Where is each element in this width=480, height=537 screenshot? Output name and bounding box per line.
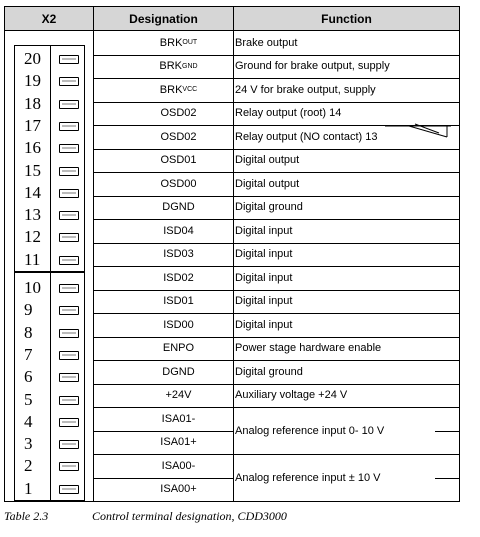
designation-cell bbox=[124, 360, 233, 384]
pin-socket bbox=[59, 211, 79, 220]
header-x2: X2 bbox=[5, 7, 93, 30]
designation-cell bbox=[124, 384, 233, 408]
function-cell: Brake output bbox=[235, 36, 298, 49]
designation-cell bbox=[124, 31, 233, 55]
designation-cell bbox=[124, 125, 233, 149]
designation-subscript: VCC bbox=[182, 86, 198, 94]
pin-socket bbox=[59, 418, 79, 427]
designation-text: ISD00 bbox=[163, 318, 194, 331]
pin-socket bbox=[59, 462, 79, 471]
designation-text: BRK bbox=[159, 36, 183, 49]
designation-text: OSD01 bbox=[160, 154, 197, 167]
pin-number: 6 bbox=[24, 367, 33, 387]
function-cell: Digital ground bbox=[235, 365, 303, 378]
pin-number: 16 bbox=[24, 138, 41, 158]
function-cell: Digital input bbox=[235, 318, 293, 331]
pin-number: 1 bbox=[24, 478, 33, 498]
designation-text: BRK bbox=[159, 60, 183, 73]
pin-number: 3 bbox=[24, 434, 33, 454]
designation-text: ISA00+ bbox=[160, 483, 197, 496]
leader-line bbox=[435, 478, 459, 479]
pin-socket bbox=[59, 306, 79, 315]
designation-text: ISD04 bbox=[163, 224, 194, 237]
designation-subscript: GND bbox=[182, 62, 198, 70]
column-divider-2 bbox=[233, 7, 234, 501]
table-caption-title: Control terminal designation, CDD3000 bbox=[92, 509, 287, 523]
pin-socket bbox=[59, 351, 79, 360]
function-cell: 24 V for brake output, supply bbox=[235, 83, 376, 96]
pin-number: 17 bbox=[24, 115, 41, 135]
designation-cell bbox=[124, 478, 233, 502]
pin-socket bbox=[59, 485, 79, 494]
designation-text: DGND bbox=[162, 201, 195, 214]
designation-cell bbox=[124, 313, 233, 337]
pin-number: 11 bbox=[24, 249, 41, 269]
function-cell: Digital input bbox=[235, 224, 293, 237]
pin-socket bbox=[59, 77, 79, 86]
designation-text: ISA01+ bbox=[160, 436, 197, 449]
pin-number: 4 bbox=[24, 411, 33, 431]
designation-cell bbox=[124, 454, 233, 478]
x2-connector-diagram bbox=[14, 45, 85, 501]
pin-socket bbox=[59, 329, 79, 338]
designation-text: ISD03 bbox=[163, 248, 194, 261]
leader-line bbox=[435, 431, 459, 432]
pin-socket bbox=[59, 100, 79, 109]
pin-number: 19 bbox=[24, 71, 41, 91]
pin-socket bbox=[59, 373, 79, 382]
designation-cell bbox=[124, 337, 233, 361]
designation-subscript: OUT bbox=[182, 39, 198, 47]
pin-number: 9 bbox=[24, 300, 33, 320]
pin-number: 12 bbox=[24, 227, 41, 247]
function-cell: Digital input bbox=[235, 248, 293, 261]
pin-socket bbox=[59, 256, 79, 265]
designation-cell bbox=[124, 407, 233, 431]
pin-number: 5 bbox=[24, 389, 33, 409]
designation-text: ISA01- bbox=[161, 412, 196, 425]
connector-divider bbox=[50, 46, 51, 500]
function-cell: Digital output bbox=[235, 154, 300, 167]
pin-socket bbox=[59, 55, 79, 64]
function-cell: Digital ground bbox=[235, 201, 303, 214]
designation-cell bbox=[124, 55, 233, 79]
header-function: Function bbox=[234, 7, 459, 30]
designation-cell bbox=[124, 102, 233, 126]
designation-cell bbox=[124, 196, 233, 220]
terminal-table bbox=[4, 6, 460, 502]
designation-cell bbox=[124, 149, 233, 173]
relay-contact-symbol bbox=[385, 115, 457, 143]
pin-number: 10 bbox=[24, 278, 41, 297]
designation-text: ISD01 bbox=[163, 295, 194, 308]
pin-number: 7 bbox=[24, 344, 33, 364]
designation-cell bbox=[124, 266, 233, 290]
function-cell: Digital output bbox=[235, 177, 300, 190]
pin-number: 20 bbox=[24, 49, 41, 68]
designation-text: OSD00 bbox=[160, 177, 197, 190]
designation-text: OSD02 bbox=[160, 107, 197, 120]
designation-text: ISA00- bbox=[161, 459, 196, 472]
header-designation: Designation bbox=[94, 7, 233, 30]
designation-cell bbox=[124, 431, 233, 455]
pin-socket bbox=[59, 144, 79, 153]
function-cell-merged: Analog reference input ± 10 V bbox=[235, 471, 381, 484]
designation-cell bbox=[124, 290, 233, 314]
function-cell: Digital input bbox=[235, 271, 293, 284]
function-cell: Power stage hardware enable bbox=[235, 342, 382, 355]
pin-number: 14 bbox=[24, 182, 41, 202]
pin-number: 13 bbox=[24, 205, 41, 225]
designation-cell bbox=[124, 243, 233, 267]
connector-split bbox=[15, 271, 84, 273]
table-caption-label: Table 2.3 bbox=[4, 509, 49, 523]
designation-cell bbox=[124, 172, 233, 196]
pin-socket bbox=[59, 396, 79, 405]
designation-cell bbox=[124, 78, 233, 102]
pin-socket bbox=[59, 440, 79, 449]
designation-text: ISD02 bbox=[163, 271, 194, 284]
function-cell: Auxiliary voltage +24 V bbox=[235, 389, 348, 402]
function-cell: Relay output (NO contact) 13 bbox=[235, 130, 378, 143]
pin-number: 18 bbox=[24, 93, 41, 113]
designation-text: BRK bbox=[159, 83, 183, 96]
pin-number: 2 bbox=[24, 456, 33, 476]
designation-cell bbox=[124, 219, 233, 243]
pin-socket bbox=[59, 189, 79, 198]
pin-socket bbox=[59, 122, 79, 131]
designation-text: ENPO bbox=[162, 342, 195, 355]
function-cell: Ground for brake output, supply bbox=[235, 60, 390, 73]
pin-number: 8 bbox=[24, 322, 33, 342]
designation-text: OSD02 bbox=[160, 130, 197, 143]
function-cell: Digital input bbox=[235, 295, 293, 308]
pin-socket bbox=[59, 233, 79, 242]
function-cell-merged: Analog reference input 0- 10 V bbox=[235, 424, 385, 437]
pin-socket bbox=[59, 284, 79, 293]
pin-socket bbox=[59, 167, 79, 176]
designation-text: +24V bbox=[165, 389, 192, 402]
pin-number: 15 bbox=[24, 160, 41, 180]
designation-text: DGND bbox=[162, 365, 195, 378]
column-divider-1 bbox=[93, 7, 94, 501]
function-cell: Relay output (root) 14 bbox=[235, 107, 342, 120]
